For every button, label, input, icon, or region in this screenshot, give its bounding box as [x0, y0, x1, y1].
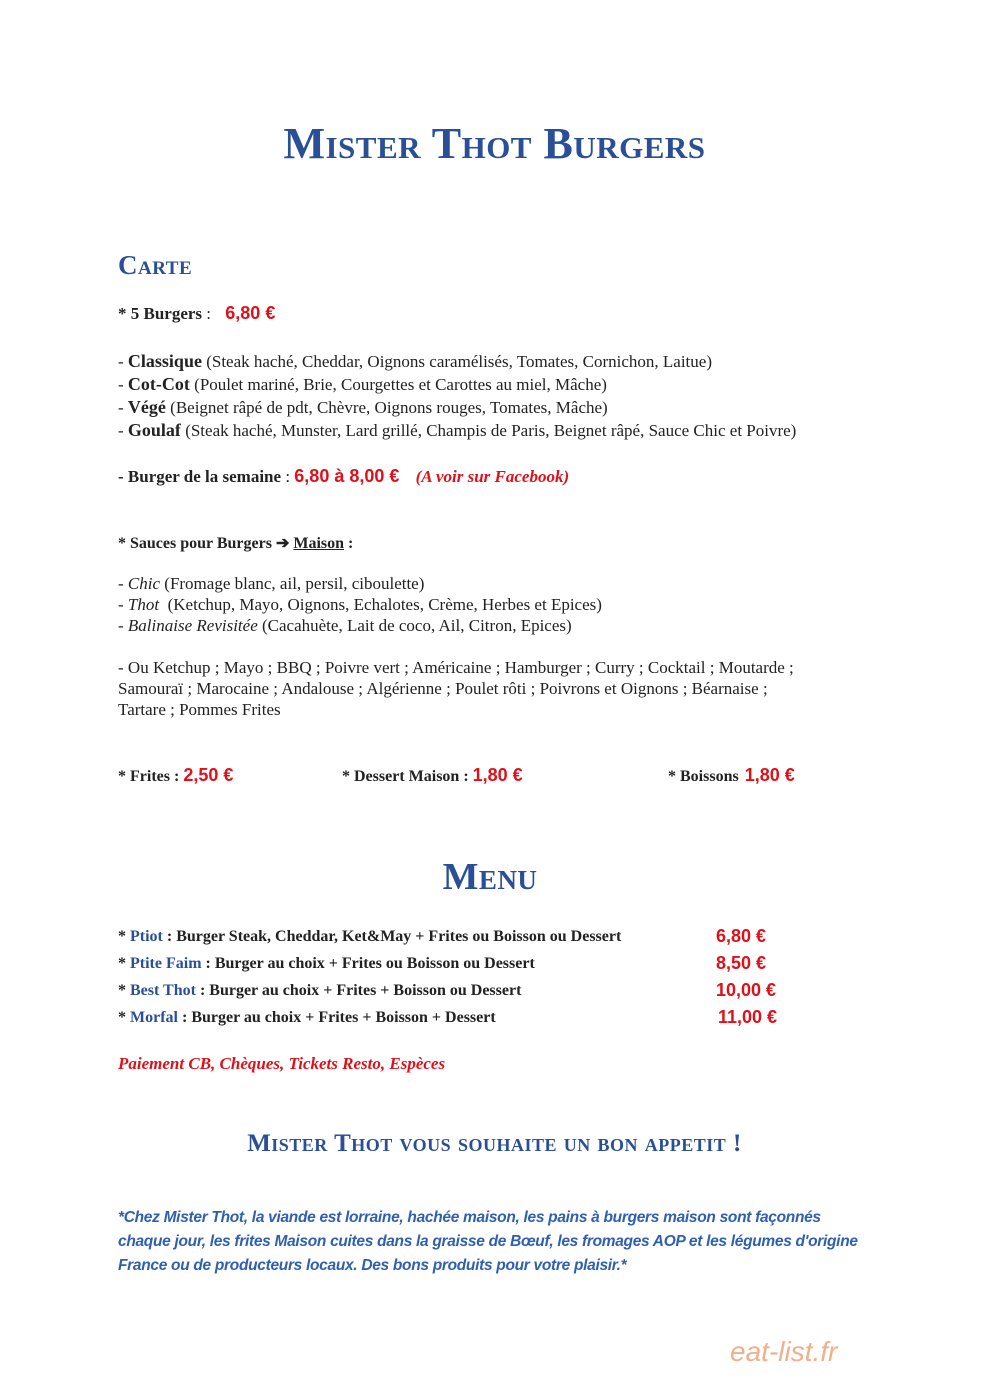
dessert-label: * Dessert Maison : — [342, 768, 473, 785]
menu-item-name: Best Thot — [130, 982, 196, 999]
footer-line: *Chez Mister Thot, la viande est lorraine, hachée maison, les pains à burgers maison sont façonnés — [118, 1209, 821, 1226]
payment-note: Paiement CB, Chèques, Tickets Resto, Espèces — [118, 1054, 446, 1073]
dessert-price: 1,80 € — [472, 765, 523, 785]
burgers-colon: : — [202, 304, 216, 323]
menu-item-desc: : Burger au choix + Frites + Boisson ou Dessert — [195, 982, 522, 999]
menu-item-name: Morfal — [130, 1009, 178, 1026]
week-burger-price: 6,80 à 8,00 € — [294, 466, 400, 486]
sauces-heading-colon: : — [344, 535, 354, 552]
other-sauces-line: Tartare ; Pommes Frites — [118, 700, 281, 719]
menu-item — [118, 955, 535, 973]
menu-item-desc: : Burger au choix + Frites ou Boisson ou Dessert — [201, 955, 535, 972]
menu-item-desc: : Burger Steak, Cheddar, Ket&May + Frites ou Boisson ou Dessert — [162, 928, 622, 945]
burger-item-desc: (Poulet mariné, Brie, Courgettes et Carottes au miel, Mâche) — [189, 375, 607, 394]
boissons-extra — [668, 765, 795, 786]
sauce-item-prefix: - — [118, 595, 128, 614]
menu-item-price: 11,00 € — [718, 1007, 778, 1027]
burger-item-desc: (Beignet râpé de pdt, Chèvre, Oignons rouges, Tomates, Mâche) — [165, 398, 608, 417]
dessert-extra — [342, 765, 523, 786]
menu-item-name: Ptiot — [130, 928, 163, 945]
sauce-item-prefix: - — [118, 574, 128, 593]
burgers-line — [118, 303, 275, 324]
page-title: Mister Thot Burgers — [283, 119, 706, 168]
footer-line: chaque jour, les frites Maison cuites dans la graisse de Bœuf, les fromages AOP et les légumes d'origine — [118, 1233, 858, 1250]
sauce-item — [118, 574, 424, 594]
frites-price: 2,50 € — [183, 765, 234, 785]
closing-message: Mister Thot vous souhaite un bon appetit ! — [247, 1130, 742, 1157]
boissons-label: * Boissons — [668, 768, 743, 785]
week-burger-colon: : — [281, 467, 295, 486]
sauce-item — [118, 595, 602, 615]
sauces-heading-link: Maison — [293, 535, 345, 552]
menu-item-desc: : Burger au choix + Frites + Boisson + Dessert — [177, 1009, 496, 1026]
menu-item-star: * — [118, 928, 130, 945]
burger-item-name: Classique — [127, 351, 202, 371]
sauce-item-name: Thot — [127, 595, 160, 614]
sauce-item-desc: (Fromage blanc, ail, persil, ciboulette) — [160, 574, 425, 593]
week-burger-note: (A voir sur Facebook) — [415, 467, 570, 486]
burger-item — [118, 397, 608, 418]
menu-item-name: Ptite Faim — [130, 955, 202, 972]
menu-item-price: 6,80 € — [716, 926, 767, 946]
sauces-heading — [118, 533, 353, 553]
frites-extra — [118, 765, 233, 786]
sauce-item-desc: (Ketchup, Mayo, Oignons, Echalotes, Crème, Herbes et Epices) — [159, 595, 602, 614]
burger-item-prefix: - — [118, 352, 128, 371]
sauce-item-prefix: - — [118, 616, 128, 635]
sauces-heading-text: * Sauces pour Burgers ➔ — [118, 535, 294, 552]
burger-item-prefix: - — [118, 398, 128, 417]
burger-item-prefix: - — [118, 375, 128, 394]
carte-heading: Carte — [118, 250, 193, 280]
menu-item-star: * — [118, 1009, 130, 1026]
sauce-item — [118, 616, 572, 636]
sauce-item-name: Chic — [127, 574, 161, 593]
burger-item-desc: (Steak haché, Cheddar, Oignons caramélisés, Tomates, Cornichon, Laitue) — [201, 352, 712, 371]
burger-item-prefix: - — [118, 421, 128, 440]
burger-item-name: Goulaf — [127, 420, 181, 440]
footer-line: France ou de producteurs locaux. Des bons produits pour votre plaisir.* — [118, 1257, 627, 1274]
burger-item-desc: (Steak haché, Munster, Lard grillé, Champis de Paris, Beignet râpé, Sauce Chic et Poivre) — [180, 421, 797, 440]
sauce-item-name: Balinaise Revisitée — [127, 616, 258, 635]
menu-item — [118, 982, 521, 1000]
menu-heading: Menu — [442, 856, 538, 898]
sauce-item-desc: (Cacahuète, Lait de coco, Ail, Citron, Epices) — [257, 616, 572, 635]
watermark: eat-list.fr — [730, 1336, 838, 1367]
menu-item-price: 8,50 € — [716, 953, 767, 973]
other-sauces-line: Samouraï ; Marocaine ; Andalouse ; Algérienne ; Poulet rôti ; Poivrons et Oignons ; Béarnaise ; — [118, 679, 768, 698]
burger-item-name: Végé — [127, 397, 166, 417]
boissons-price: 1,80 € — [744, 765, 795, 785]
burger-item — [118, 420, 796, 441]
other-sauces-line: - Ou Ketchup ; Mayo ; BBQ ; Poivre vert ; Américaine ; Hamburger ; Curry ; Cocktail ; Moutarde ; — [118, 658, 794, 677]
menu-item — [118, 1009, 496, 1027]
burgers-price: 6,80 € — [225, 303, 276, 323]
burger-item — [118, 374, 607, 395]
week-burger-label: - Burger de la semaine — [118, 467, 282, 486]
week-burger-line — [118, 466, 569, 487]
menu-item-star: * — [118, 955, 130, 972]
menu-item-price: 10,00 € — [716, 980, 777, 1000]
burger-item-name: Cot-Cot — [127, 374, 190, 394]
frites-label: * Frites : — [118, 768, 184, 785]
burgers-label: * 5 Burgers — [118, 304, 203, 323]
menu-item — [118, 928, 621, 946]
menu-item-star: * — [118, 982, 130, 999]
burger-item — [118, 351, 712, 372]
